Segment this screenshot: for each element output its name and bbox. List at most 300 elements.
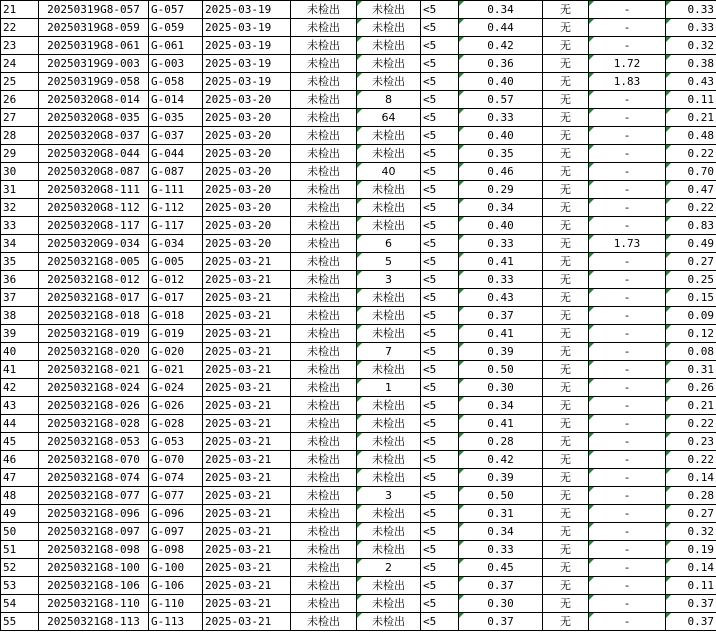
result-b-cell[interactable]: 未检出 [357, 1, 421, 19]
date-cell[interactable]: 2025-03-21 [203, 253, 291, 271]
row-number-cell[interactable]: 27 [1, 109, 39, 127]
result-d-cell[interactable]: 0.39 [459, 343, 543, 361]
sample-code-cell[interactable]: 20250321G8-098 [39, 541, 149, 559]
sample-id-cell[interactable]: G-037 [149, 127, 203, 145]
result-d-cell[interactable]: 0.50 [459, 361, 543, 379]
result-e-cell[interactable]: 无 [543, 55, 589, 73]
result-a-cell[interactable]: 未检出 [291, 505, 357, 523]
date-cell[interactable]: 2025-03-21 [203, 613, 291, 631]
row-number-cell[interactable]: 50 [1, 523, 39, 541]
result-b-cell[interactable]: 3 [357, 271, 421, 289]
row-number-cell[interactable]: 40 [1, 343, 39, 361]
result-f-cell[interactable]: - [589, 91, 666, 109]
result-b-cell[interactable]: 未检出 [357, 19, 421, 37]
row-number-cell[interactable]: 49 [1, 505, 39, 523]
result-a-cell[interactable]: 未检出 [291, 433, 357, 451]
result-d-cell[interactable]: 0.33 [459, 541, 543, 559]
sample-id-cell[interactable]: G-100 [149, 559, 203, 577]
date-cell[interactable]: 2025-03-20 [203, 109, 291, 127]
result-e-cell[interactable]: 无 [543, 199, 589, 217]
result-g-cell[interactable]: 0.27 [666, 505, 716, 523]
result-f-cell[interactable]: - [589, 559, 666, 577]
result-b-cell[interactable]: 未检出 [357, 613, 421, 631]
result-e-cell[interactable]: 无 [543, 469, 589, 487]
sample-code-cell[interactable]: 20250321G8-106 [39, 577, 149, 595]
result-f-cell[interactable]: - [589, 415, 666, 433]
result-g-cell[interactable]: 0.11 [666, 91, 716, 109]
date-cell[interactable]: 2025-03-21 [203, 307, 291, 325]
result-g-cell[interactable]: 0.23 [666, 433, 716, 451]
result-a-cell[interactable]: 未检出 [291, 163, 357, 181]
sample-code-cell[interactable]: 20250321G8-018 [39, 307, 149, 325]
result-g-cell[interactable]: 0.08 [666, 343, 716, 361]
sample-code-cell[interactable]: 20250321G8-053 [39, 433, 149, 451]
result-e-cell[interactable]: 无 [543, 577, 589, 595]
result-b-cell[interactable]: 未检出 [357, 595, 421, 613]
result-g-cell[interactable]: 0.32 [666, 37, 716, 55]
sample-id-cell[interactable]: G-117 [149, 217, 203, 235]
result-e-cell[interactable]: 无 [543, 163, 589, 181]
date-cell[interactable]: 2025-03-21 [203, 505, 291, 523]
result-a-cell[interactable]: 未检出 [291, 307, 357, 325]
sample-id-cell[interactable]: G-026 [149, 397, 203, 415]
result-d-cell[interactable]: 0.34 [459, 1, 543, 19]
date-cell[interactable]: 2025-03-19 [203, 73, 291, 91]
result-b-cell[interactable]: 未检出 [357, 37, 421, 55]
result-b-cell[interactable]: 1 [357, 379, 421, 397]
sample-id-cell[interactable]: G-106 [149, 577, 203, 595]
result-g-cell[interactable]: 0.43 [666, 73, 716, 91]
sample-id-cell[interactable]: G-097 [149, 523, 203, 541]
date-cell[interactable]: 2025-03-21 [203, 523, 291, 541]
row-number-cell[interactable]: 22 [1, 19, 39, 37]
result-a-cell[interactable]: 未检出 [291, 127, 357, 145]
result-f-cell[interactable]: - [589, 469, 666, 487]
result-d-cell[interactable]: 0.37 [459, 613, 543, 631]
result-g-cell[interactable]: 0.19 [666, 541, 716, 559]
result-f-cell[interactable]: - [589, 505, 666, 523]
result-c-cell[interactable]: <5 [421, 469, 459, 487]
result-d-cell[interactable]: 0.30 [459, 595, 543, 613]
result-e-cell[interactable]: 无 [543, 397, 589, 415]
sample-code-cell[interactable]: 20250321G8-028 [39, 415, 149, 433]
result-g-cell[interactable]: 0.33 [666, 1, 716, 19]
sample-id-cell[interactable]: G-035 [149, 109, 203, 127]
result-c-cell[interactable]: <5 [421, 577, 459, 595]
result-f-cell[interactable]: - [589, 199, 666, 217]
result-f-cell[interactable]: - [589, 217, 666, 235]
result-a-cell[interactable]: 未检出 [291, 199, 357, 217]
result-e-cell[interactable]: 无 [543, 271, 589, 289]
result-c-cell[interactable]: <5 [421, 325, 459, 343]
sample-id-cell[interactable]: G-096 [149, 505, 203, 523]
result-g-cell[interactable]: 0.32 [666, 523, 716, 541]
sample-code-cell[interactable]: 20250321G8-096 [39, 505, 149, 523]
result-a-cell[interactable]: 未检出 [291, 415, 357, 433]
result-g-cell[interactable]: 0.22 [666, 451, 716, 469]
result-g-cell[interactable]: 0.14 [666, 469, 716, 487]
result-a-cell[interactable]: 未检出 [291, 37, 357, 55]
result-d-cell[interactable]: 0.40 [459, 127, 543, 145]
result-a-cell[interactable]: 未检出 [291, 523, 357, 541]
date-cell[interactable]: 2025-03-21 [203, 433, 291, 451]
sample-code-cell[interactable]: 20250320G8-087 [39, 163, 149, 181]
result-e-cell[interactable]: 无 [543, 361, 589, 379]
result-a-cell[interactable]: 未检出 [291, 451, 357, 469]
sample-code-cell[interactable]: 20250320G8-014 [39, 91, 149, 109]
date-cell[interactable]: 2025-03-21 [203, 487, 291, 505]
sample-code-cell[interactable]: 20250320G8-035 [39, 109, 149, 127]
sample-id-cell[interactable]: G-020 [149, 343, 203, 361]
result-a-cell[interactable]: 未检出 [291, 577, 357, 595]
result-g-cell[interactable]: 0.38 [666, 55, 716, 73]
result-f-cell[interactable]: - [589, 595, 666, 613]
row-number-cell[interactable]: 23 [1, 37, 39, 55]
date-cell[interactable]: 2025-03-19 [203, 55, 291, 73]
result-e-cell[interactable]: 无 [543, 505, 589, 523]
row-number-cell[interactable]: 21 [1, 1, 39, 19]
sample-id-cell[interactable]: G-098 [149, 541, 203, 559]
result-c-cell[interactable]: <5 [421, 487, 459, 505]
sample-code-cell[interactable]: 20250320G8-111 [39, 181, 149, 199]
sample-code-cell[interactable]: 20250321G8-100 [39, 559, 149, 577]
result-c-cell[interactable]: <5 [421, 433, 459, 451]
row-number-cell[interactable]: 36 [1, 271, 39, 289]
row-number-cell[interactable]: 34 [1, 235, 39, 253]
sample-id-cell[interactable]: G-005 [149, 253, 203, 271]
date-cell[interactable]: 2025-03-19 [203, 1, 291, 19]
result-e-cell[interactable]: 无 [543, 1, 589, 19]
result-c-cell[interactable]: <5 [421, 37, 459, 55]
result-f-cell[interactable]: - [589, 397, 666, 415]
result-c-cell[interactable]: <5 [421, 505, 459, 523]
sample-code-cell[interactable]: 20250321G8-005 [39, 253, 149, 271]
sample-code-cell[interactable]: 20250319G8-057 [39, 1, 149, 19]
result-c-cell[interactable]: <5 [421, 415, 459, 433]
result-e-cell[interactable]: 无 [543, 595, 589, 613]
result-a-cell[interactable]: 未检出 [291, 181, 357, 199]
date-cell[interactable]: 2025-03-20 [203, 91, 291, 109]
sample-id-cell[interactable]: G-012 [149, 271, 203, 289]
sample-id-cell[interactable]: G-018 [149, 307, 203, 325]
result-e-cell[interactable]: 无 [543, 73, 589, 91]
date-cell[interactable]: 2025-03-20 [203, 127, 291, 145]
row-number-cell[interactable]: 44 [1, 415, 39, 433]
result-f-cell[interactable]: - [589, 361, 666, 379]
sample-id-cell[interactable]: G-070 [149, 451, 203, 469]
date-cell[interactable]: 2025-03-20 [203, 163, 291, 181]
result-f-cell[interactable]: - [589, 271, 666, 289]
result-g-cell[interactable]: 0.11 [666, 577, 716, 595]
sample-id-cell[interactable]: G-034 [149, 235, 203, 253]
sample-code-cell[interactable]: 20250321G8-074 [39, 469, 149, 487]
result-d-cell[interactable]: 0.37 [459, 577, 543, 595]
result-f-cell[interactable]: 1.72 [589, 55, 666, 73]
result-d-cell[interactable]: 0.42 [459, 451, 543, 469]
sample-id-cell[interactable]: G-014 [149, 91, 203, 109]
result-g-cell[interactable]: 0.27 [666, 253, 716, 271]
date-cell[interactable]: 2025-03-21 [203, 397, 291, 415]
result-g-cell[interactable]: 0.33 [666, 19, 716, 37]
sample-code-cell[interactable]: 20250320G9-034 [39, 235, 149, 253]
sample-id-cell[interactable]: G-057 [149, 1, 203, 19]
result-c-cell[interactable]: <5 [421, 55, 459, 73]
result-c-cell[interactable]: <5 [421, 127, 459, 145]
sample-id-cell[interactable]: G-024 [149, 379, 203, 397]
result-f-cell[interactable]: - [589, 613, 666, 631]
result-f-cell[interactable]: - [589, 1, 666, 19]
date-cell[interactable]: 2025-03-19 [203, 19, 291, 37]
result-e-cell[interactable]: 无 [543, 451, 589, 469]
sample-code-cell[interactable]: 20250321G8-024 [39, 379, 149, 397]
result-g-cell[interactable]: 0.37 [666, 613, 716, 631]
sample-code-cell[interactable]: 20250320G8-112 [39, 199, 149, 217]
result-d-cell[interactable]: 0.45 [459, 559, 543, 577]
row-number-cell[interactable]: 41 [1, 361, 39, 379]
result-e-cell[interactable]: 无 [543, 289, 589, 307]
result-b-cell[interactable]: 未检出 [357, 289, 421, 307]
result-e-cell[interactable]: 无 [543, 343, 589, 361]
result-a-cell[interactable]: 未检出 [291, 73, 357, 91]
sample-code-cell[interactable]: 20250319G8-061 [39, 37, 149, 55]
result-b-cell[interactable]: 8 [357, 91, 421, 109]
result-d-cell[interactable]: 0.43 [459, 289, 543, 307]
result-f-cell[interactable]: - [589, 451, 666, 469]
row-number-cell[interactable]: 53 [1, 577, 39, 595]
result-c-cell[interactable]: <5 [421, 289, 459, 307]
row-number-cell[interactable]: 31 [1, 181, 39, 199]
row-number-cell[interactable]: 48 [1, 487, 39, 505]
sample-code-cell[interactable]: 20250321G8-020 [39, 343, 149, 361]
sample-id-cell[interactable]: G-074 [149, 469, 203, 487]
result-d-cell[interactable]: 0.28 [459, 433, 543, 451]
sample-id-cell[interactable]: G-044 [149, 145, 203, 163]
sample-id-cell[interactable]: G-113 [149, 613, 203, 631]
result-f-cell[interactable]: - [589, 37, 666, 55]
result-f-cell[interactable]: - [589, 307, 666, 325]
sample-id-cell[interactable]: G-112 [149, 199, 203, 217]
sample-code-cell[interactable]: 20250321G8-070 [39, 451, 149, 469]
result-c-cell[interactable]: <5 [421, 253, 459, 271]
result-b-cell[interactable]: 未检出 [357, 469, 421, 487]
result-b-cell[interactable]: 未检出 [357, 397, 421, 415]
result-g-cell[interactable]: 0.26 [666, 379, 716, 397]
date-cell[interactable]: 2025-03-21 [203, 541, 291, 559]
result-c-cell[interactable]: <5 [421, 559, 459, 577]
result-e-cell[interactable]: 无 [543, 19, 589, 37]
sample-code-cell[interactable]: 20250320G8-117 [39, 217, 149, 235]
result-a-cell[interactable]: 未检出 [291, 109, 357, 127]
result-c-cell[interactable]: <5 [421, 217, 459, 235]
sample-code-cell[interactable]: 20250321G8-017 [39, 289, 149, 307]
result-e-cell[interactable]: 无 [543, 91, 589, 109]
result-a-cell[interactable]: 未检出 [291, 55, 357, 73]
result-g-cell[interactable]: 0.22 [666, 415, 716, 433]
sample-id-cell[interactable]: G-061 [149, 37, 203, 55]
result-a-cell[interactable]: 未检出 [291, 271, 357, 289]
result-b-cell[interactable]: 7 [357, 343, 421, 361]
date-cell[interactable]: 2025-03-21 [203, 289, 291, 307]
sample-code-cell[interactable]: 20250321G8-077 [39, 487, 149, 505]
result-f-cell[interactable]: - [589, 343, 666, 361]
row-number-cell[interactable]: 33 [1, 217, 39, 235]
result-b-cell[interactable]: 未检出 [357, 325, 421, 343]
result-e-cell[interactable]: 无 [543, 613, 589, 631]
result-d-cell[interactable]: 0.34 [459, 523, 543, 541]
sample-id-cell[interactable]: G-053 [149, 433, 203, 451]
result-f-cell[interactable]: - [589, 127, 666, 145]
result-b-cell[interactable]: 未检出 [357, 199, 421, 217]
result-f-cell[interactable]: - [589, 577, 666, 595]
date-cell[interactable]: 2025-03-20 [203, 181, 291, 199]
sample-code-cell[interactable]: 20250319G9-058 [39, 73, 149, 91]
sample-code-cell[interactable]: 20250321G8-113 [39, 613, 149, 631]
row-number-cell[interactable]: 51 [1, 541, 39, 559]
result-f-cell[interactable]: - [589, 145, 666, 163]
date-cell[interactable]: 2025-03-21 [203, 451, 291, 469]
row-number-cell[interactable]: 35 [1, 253, 39, 271]
result-g-cell[interactable]: 0.70 [666, 163, 716, 181]
result-d-cell[interactable]: 0.31 [459, 505, 543, 523]
result-c-cell[interactable]: <5 [421, 595, 459, 613]
date-cell[interactable]: 2025-03-21 [203, 469, 291, 487]
sample-code-cell[interactable]: 20250321G8-026 [39, 397, 149, 415]
result-c-cell[interactable]: <5 [421, 379, 459, 397]
result-c-cell[interactable]: <5 [421, 343, 459, 361]
row-number-cell[interactable]: 28 [1, 127, 39, 145]
result-b-cell[interactable]: 未检出 [357, 145, 421, 163]
result-f-cell[interactable]: - [589, 325, 666, 343]
date-cell[interactable]: 2025-03-21 [203, 271, 291, 289]
row-number-cell[interactable]: 30 [1, 163, 39, 181]
result-g-cell[interactable]: 0.09 [666, 307, 716, 325]
result-c-cell[interactable]: <5 [421, 397, 459, 415]
result-b-cell[interactable]: 3 [357, 487, 421, 505]
sample-code-cell[interactable]: 20250321G8-012 [39, 271, 149, 289]
result-e-cell[interactable]: 无 [543, 415, 589, 433]
result-c-cell[interactable]: <5 [421, 19, 459, 37]
result-g-cell[interactable]: 0.48 [666, 127, 716, 145]
result-b-cell[interactable]: 未检出 [357, 73, 421, 91]
result-a-cell[interactable]: 未检出 [291, 289, 357, 307]
result-f-cell[interactable]: - [589, 163, 666, 181]
date-cell[interactable]: 2025-03-21 [203, 595, 291, 613]
result-e-cell[interactable]: 无 [543, 253, 589, 271]
result-d-cell[interactable]: 0.57 [459, 91, 543, 109]
result-b-cell[interactable]: 未检出 [357, 307, 421, 325]
result-c-cell[interactable]: <5 [421, 613, 459, 631]
result-d-cell[interactable]: 0.34 [459, 397, 543, 415]
result-f-cell[interactable]: - [589, 433, 666, 451]
sample-code-cell[interactable]: 20250320G8-044 [39, 145, 149, 163]
row-number-cell[interactable]: 29 [1, 145, 39, 163]
row-number-cell[interactable]: 39 [1, 325, 39, 343]
result-b-cell[interactable]: 40 [357, 163, 421, 181]
result-b-cell[interactable]: 未检出 [357, 181, 421, 199]
row-number-cell[interactable]: 52 [1, 559, 39, 577]
result-f-cell[interactable]: - [589, 289, 666, 307]
row-number-cell[interactable]: 24 [1, 55, 39, 73]
result-d-cell[interactable]: 0.44 [459, 19, 543, 37]
result-b-cell[interactable]: 未检出 [357, 505, 421, 523]
result-e-cell[interactable]: 无 [543, 109, 589, 127]
sample-code-cell[interactable]: 20250321G8-021 [39, 361, 149, 379]
result-a-cell[interactable]: 未检出 [291, 595, 357, 613]
row-number-cell[interactable]: 26 [1, 91, 39, 109]
row-number-cell[interactable]: 45 [1, 433, 39, 451]
result-a-cell[interactable]: 未检出 [291, 361, 357, 379]
result-d-cell[interactable]: 0.41 [459, 415, 543, 433]
result-d-cell[interactable]: 0.33 [459, 271, 543, 289]
result-d-cell[interactable]: 0.41 [459, 253, 543, 271]
result-c-cell[interactable]: <5 [421, 361, 459, 379]
sample-id-cell[interactable]: G-021 [149, 361, 203, 379]
result-f-cell[interactable]: 1.73 [589, 235, 666, 253]
result-e-cell[interactable]: 无 [543, 379, 589, 397]
result-g-cell[interactable]: 0.31 [666, 361, 716, 379]
result-d-cell[interactable]: 0.40 [459, 73, 543, 91]
result-g-cell[interactable]: 0.49 [666, 235, 716, 253]
result-a-cell[interactable]: 未检出 [291, 343, 357, 361]
result-f-cell[interactable]: - [589, 523, 666, 541]
result-c-cell[interactable]: <5 [421, 163, 459, 181]
sample-id-cell[interactable]: G-111 [149, 181, 203, 199]
result-f-cell[interactable]: - [589, 253, 666, 271]
result-c-cell[interactable]: <5 [421, 145, 459, 163]
result-g-cell[interactable]: 0.21 [666, 397, 716, 415]
date-cell[interactable]: 2025-03-19 [203, 37, 291, 55]
result-d-cell[interactable]: 0.33 [459, 109, 543, 127]
result-b-cell[interactable]: 5 [357, 253, 421, 271]
result-d-cell[interactable]: 0.33 [459, 235, 543, 253]
row-number-cell[interactable]: 37 [1, 289, 39, 307]
result-d-cell[interactable]: 0.46 [459, 163, 543, 181]
result-e-cell[interactable]: 无 [543, 217, 589, 235]
result-b-cell[interactable]: 未检出 [357, 541, 421, 559]
date-cell[interactable]: 2025-03-20 [203, 235, 291, 253]
result-d-cell[interactable]: 0.29 [459, 181, 543, 199]
result-b-cell[interactable]: 未检出 [357, 361, 421, 379]
date-cell[interactable]: 2025-03-21 [203, 415, 291, 433]
sample-code-cell[interactable]: 20250319G9-003 [39, 55, 149, 73]
result-c-cell[interactable]: <5 [421, 307, 459, 325]
result-e-cell[interactable]: 无 [543, 325, 589, 343]
result-a-cell[interactable]: 未检出 [291, 397, 357, 415]
result-g-cell[interactable]: 0.37 [666, 595, 716, 613]
result-c-cell[interactable]: <5 [421, 541, 459, 559]
result-c-cell[interactable]: <5 [421, 235, 459, 253]
sample-id-cell[interactable]: G-059 [149, 19, 203, 37]
result-a-cell[interactable]: 未检出 [291, 469, 357, 487]
date-cell[interactable]: 2025-03-21 [203, 361, 291, 379]
row-number-cell[interactable]: 55 [1, 613, 39, 631]
result-b-cell[interactable]: 未检出 [357, 415, 421, 433]
result-e-cell[interactable]: 无 [543, 541, 589, 559]
result-d-cell[interactable]: 0.30 [459, 379, 543, 397]
result-g-cell[interactable]: 0.12 [666, 325, 716, 343]
row-number-cell[interactable]: 25 [1, 73, 39, 91]
result-b-cell[interactable]: 64 [357, 109, 421, 127]
sample-id-cell[interactable]: G-110 [149, 595, 203, 613]
row-number-cell[interactable]: 43 [1, 397, 39, 415]
row-number-cell[interactable]: 47 [1, 469, 39, 487]
result-g-cell[interactable]: 0.21 [666, 109, 716, 127]
result-d-cell[interactable]: 0.34 [459, 199, 543, 217]
result-a-cell[interactable]: 未检出 [291, 613, 357, 631]
result-g-cell[interactable]: 0.22 [666, 145, 716, 163]
result-g-cell[interactable]: 0.47 [666, 181, 716, 199]
result-b-cell[interactable]: 未检出 [357, 577, 421, 595]
